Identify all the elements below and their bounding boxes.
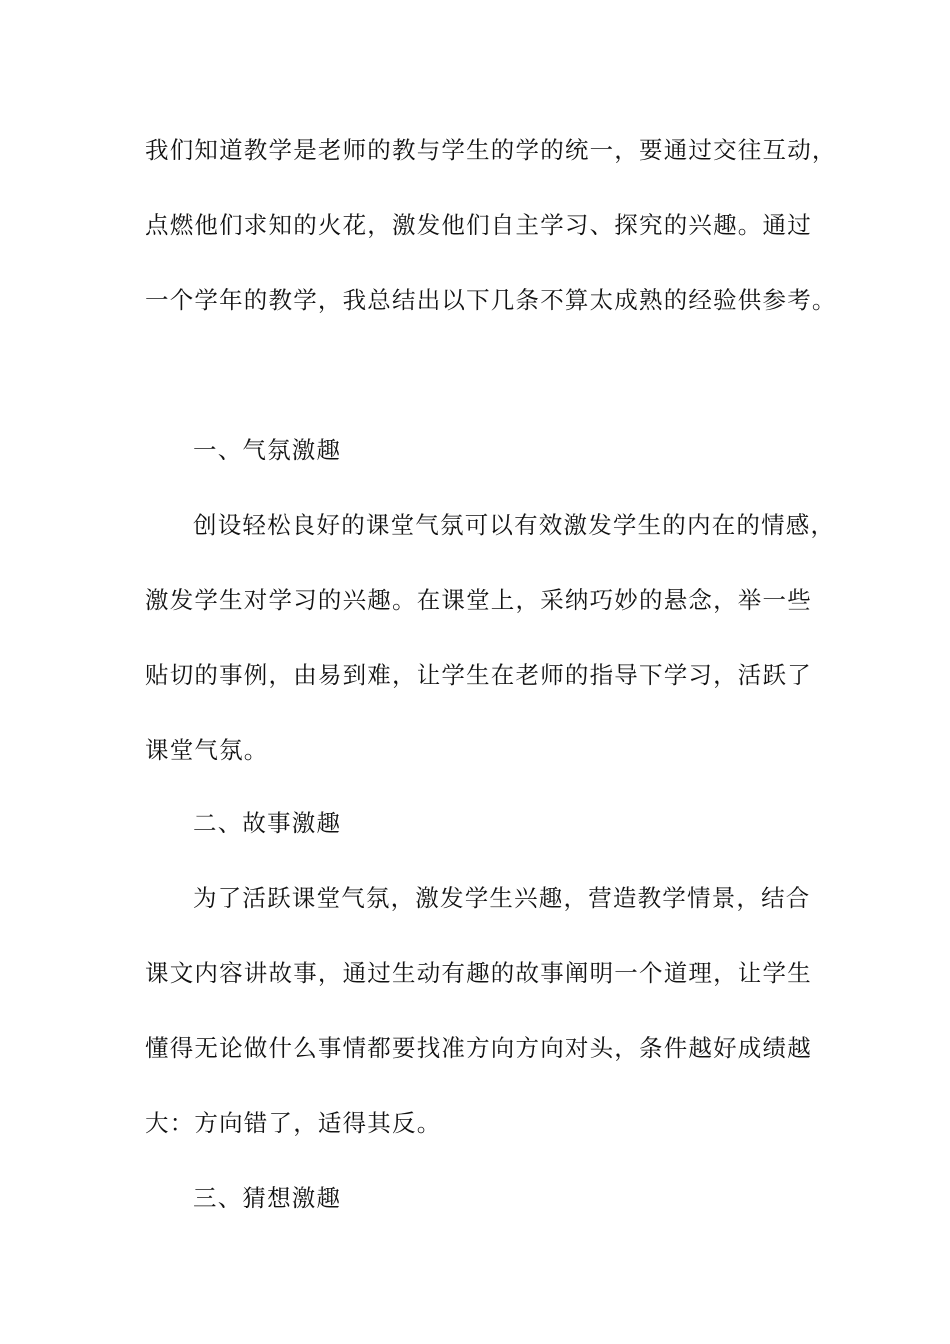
section-1-line-4: 课堂气氛。 (145, 736, 269, 764)
section-heading-2: 二、故事激趣 (193, 809, 342, 837)
section-heading-1: 一、气氛激趣 (193, 436, 342, 464)
section-heading-3: 三、猜想激趣 (193, 1184, 342, 1212)
section-1-line-2: 激发学生对学习的兴趣。在课堂上，采纳巧妙的悬念，举一些 (145, 586, 812, 614)
section-2-line-3: 懂得无论做什么事情都要找准方向方向对头，条件越好成绩越 (145, 1034, 812, 1062)
section-2-line-4: 大：方向错了，适得其反。 (145, 1109, 442, 1137)
section-1-line-1: 创设轻松良好的课堂气氛可以有效激发学生的内在的情感， (193, 511, 836, 539)
intro-line-2: 点燃他们求知的火花，激发他们自主学习、探究的兴趣。通过 (145, 211, 812, 239)
intro-line-1: 我们知道教学是老师的教与学生的学的统一，要通过交往互动， (145, 136, 837, 164)
intro-line-3: 一个学年的教学，我总结出以下几条不算太成熟的经验供参考。 (145, 286, 837, 314)
section-2-line-1: 为了活跃课堂气氛，激发学生兴趣，营造教学情景，结合 (193, 884, 811, 912)
section-2-line-2: 课文内容讲故事，通过生动有趣的故事阐明一个道理，让学生 (145, 959, 812, 987)
section-1-line-3: 贴切的事例，由易到难，让学生在老师的指导下学习，活跃了 (145, 661, 812, 689)
